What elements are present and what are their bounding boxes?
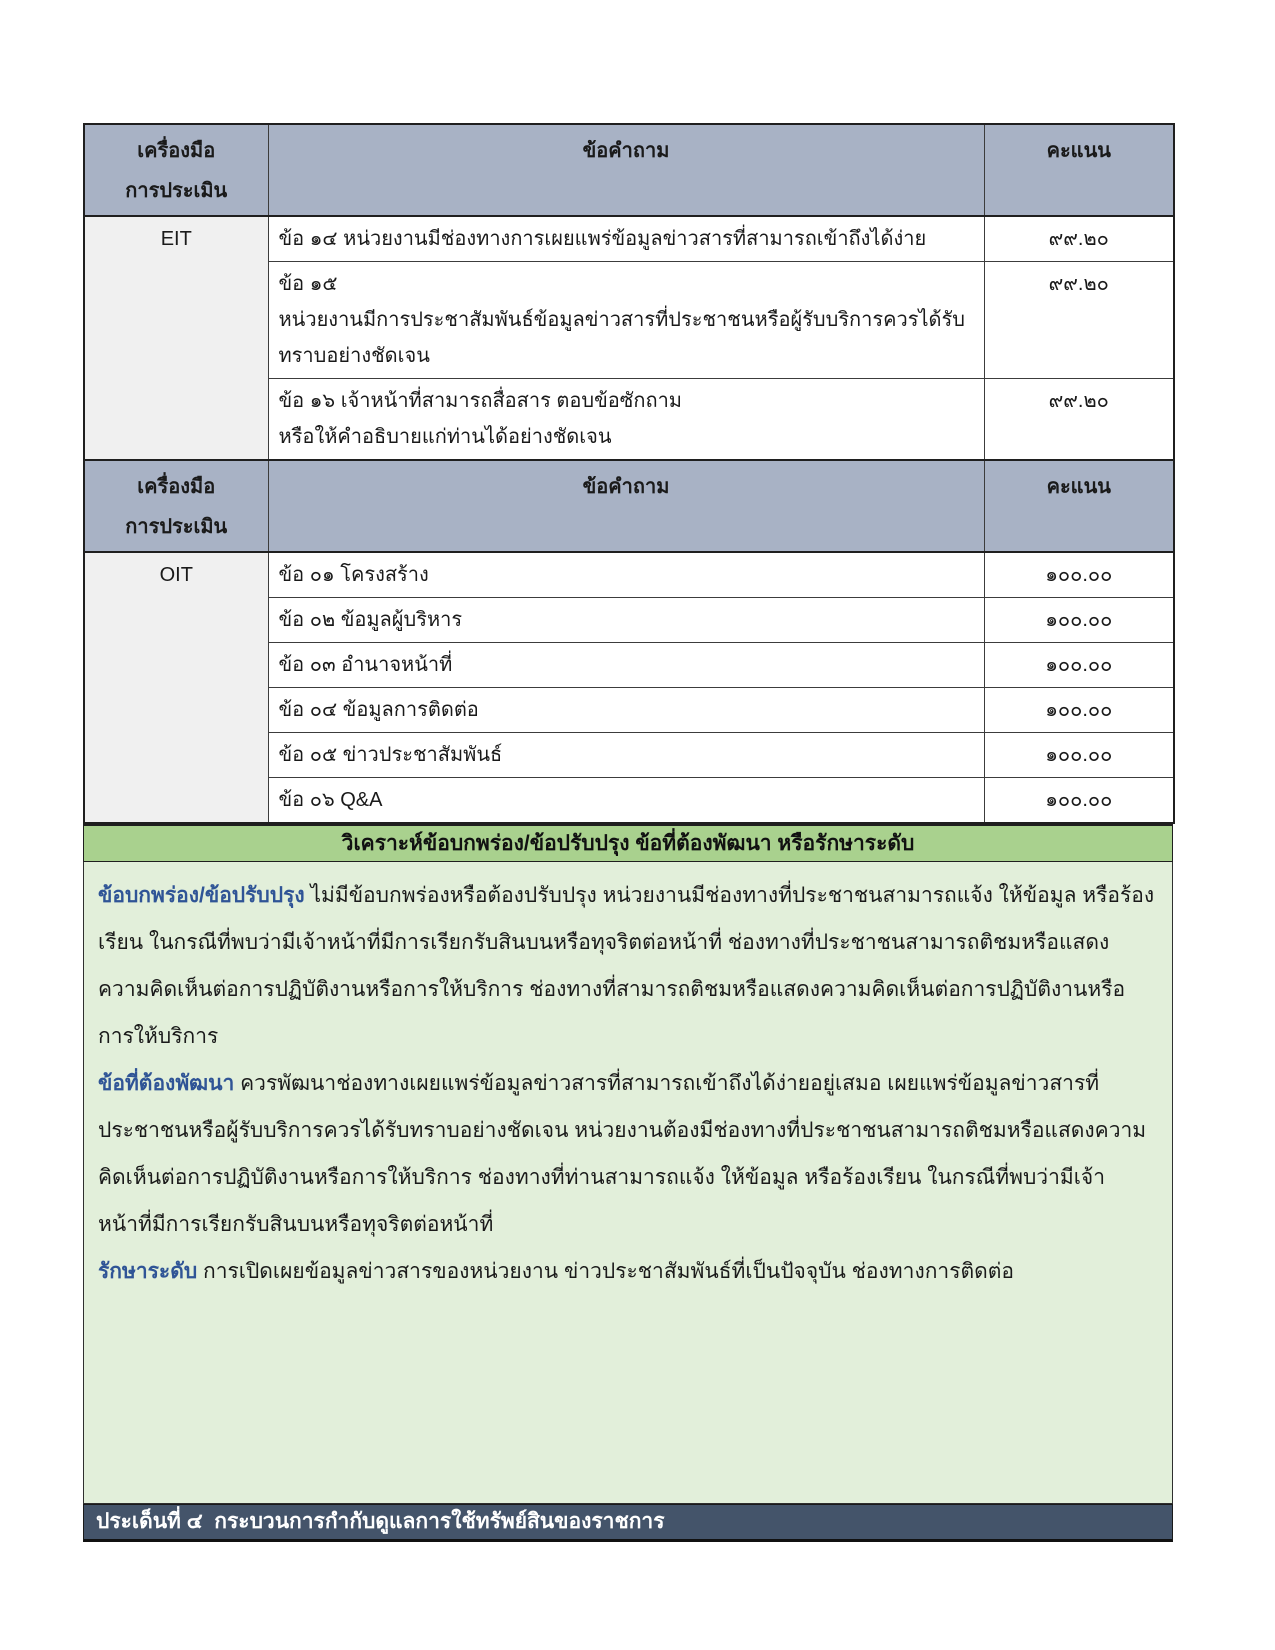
score-cell: ๑๐๐.๐๐ xyxy=(984,688,1174,733)
question-cell xyxy=(268,216,984,262)
score-cell: ๑๐๐.๐๐ xyxy=(984,598,1174,643)
question-text: หรือให้คำอธิบายแก่ท่านได้อย่างชัดเจน xyxy=(278,426,612,448)
develop-label: ข้อที่ต้องพัฒนา xyxy=(98,1072,235,1095)
table-row xyxy=(84,552,1174,598)
question-cell xyxy=(268,688,984,733)
question-text: ข้อ ๐๑ โครงสร้าง xyxy=(278,564,429,586)
question-text: ข้อ ๐๒ ข้อมูลผู้บริหาร xyxy=(278,609,463,631)
table-header-row-eit xyxy=(84,124,1174,216)
header-tool-column xyxy=(84,460,268,552)
maintain-text: การเปิดเผยข้อมูลข่าวสารของหน่วยงาน ข่าวประชาสัมพันธ์ที่เป็นปัจจุบัน ช่องทางการติดต่อ xyxy=(197,1260,1015,1283)
score-cell: ๑๐๐.๐๐ xyxy=(984,643,1174,688)
score-cell: ๙๙.๒๐ xyxy=(984,262,1174,379)
analysis-paragraph-maintain xyxy=(98,1248,1158,1295)
header-score-column: คะแนน xyxy=(984,124,1174,216)
analysis-paragraph-defects xyxy=(98,872,1158,1060)
defects-label: ข้อบกพร่อง/ข้อปรับปรุง xyxy=(98,884,305,907)
section-footer-bar: ประเด็นที่ ๔ กระบวนการกำกับดูแลการใช้ทรัพย์สินของราชการ xyxy=(83,1504,1173,1542)
header-tool-line1: เครื่องมือ xyxy=(137,140,216,162)
maintain-label: รักษาระดับ xyxy=(98,1260,198,1283)
question-text: หน่วยงานมีการประชาสัมพันธ์ข้อมูลข่าวสารที่ประชาชนหรือผู้รับบริการควรได้รับทราบอย่างชัดเจน xyxy=(278,309,965,367)
analysis-section-title: วิเคราะห์ข้อบกพร่อง/ข้อปรับปรุง ข้อที่ต้องพัฒนา หรือรักษาระดับ xyxy=(83,824,1173,862)
question-text: ข้อ ๐๔ ข้อมูลการติดต่อ xyxy=(278,699,479,721)
header-tool-column xyxy=(84,124,268,216)
score-cell: ๙๙.๒๐ xyxy=(984,379,1174,461)
question-text: ข้อ ๑๖ เจ้าหน้าที่สามารถสื่อสาร ตอบข้อซักถาม xyxy=(278,390,682,412)
assessment-score-table xyxy=(83,123,1175,824)
header-question-column: ข้อคำถาม xyxy=(268,460,984,552)
document-page xyxy=(83,123,1173,1542)
question-cell xyxy=(268,552,984,598)
question-cell xyxy=(268,778,984,824)
header-tool-line2: การประเมิน xyxy=(125,180,228,202)
analysis-section-body xyxy=(83,862,1173,1504)
score-cell: ๙๙.๒๐ xyxy=(984,216,1174,262)
score-cell: ๑๐๐.๐๐ xyxy=(984,733,1174,778)
question-text: ข้อ ๑๔ หน่วยงานมีช่องทางการเผยแพร่ข้อมูลข่าวสารที่สามารถเข้าถึงได้ง่าย xyxy=(278,228,927,250)
score-cell: ๑๐๐.๐๐ xyxy=(984,552,1174,598)
tool-label-oit: OIT xyxy=(84,552,268,823)
question-text: ข้อ ๑๕ xyxy=(278,273,338,295)
develop-text: ควรพัฒนาช่องทางเผยแพร่ข้อมูลข่าวสารที่สามารถเข้าถึงได้ง่ายอยู่เสมอ เผยแพร่ข้อมูลข่าวสารที่ประชาชนหรือผู้รับบริการควรได้รับทราบอย่างชัดเจน หน่วยงานต้องมีช่องทางที่ประชาชนสามารถติชมหรือแสดงความคิดเห็นต่อการปฏิบัติงานหรือการให้บริการ ช่องทางที่ท่านสามารถแจ้ง ให้ข้อมูล หรือร้องเรียน ในกรณีที่พบว่ามีเจ้าหน้าที่มีการเรียกรับสินบนหรือทุจริตต่อหน้าที่ xyxy=(98,1072,1147,1236)
table-header-row-oit xyxy=(84,460,1174,552)
score-cell: ๑๐๐.๐๐ xyxy=(984,778,1174,824)
question-text: ข้อ ๐๖ Q&A xyxy=(278,789,383,811)
table-row xyxy=(84,216,1174,262)
question-cell xyxy=(268,643,984,688)
header-score-column: คะแนน xyxy=(984,460,1174,552)
header-tool-line2: การประเมิน xyxy=(125,516,228,538)
question-cell xyxy=(268,733,984,778)
defects-text: ไม่มีข้อบกพร่องหรือต้องปรับปรุง หน่วยงานมีช่องทางที่ประชาชนสามารถแจ้ง ให้ข้อมูล หรือร้องเรียน ในกรณีที่พบว่ามีเจ้าหน้าที่มีการเรียกรับสินบนหรือทุจริตต่อหน้าที่ ช่องทางที่ประชาชนสามารถติชมหรือแสดงความคิดเห็นต่อการปฏิบัติงานหรือการให้บริการ ช่องทางที่สามารถติชมหรือแสดงความคิดเห็นต่อการปฏิบัติงานหรือการให้บริการ xyxy=(98,884,1155,1048)
question-text: ข้อ ๐๓ อำนาจหน้าที่ xyxy=(278,654,453,676)
analysis-paragraph-develop xyxy=(98,1060,1158,1248)
header-tool-line1: เครื่องมือ xyxy=(137,476,216,498)
question-cell xyxy=(268,262,984,379)
question-cell xyxy=(268,598,984,643)
header-question-column: ข้อคำถาม xyxy=(268,124,984,216)
tool-label-eit: EIT xyxy=(84,216,268,460)
question-text: ข้อ ๐๕ ข่าวประชาสัมพันธ์ xyxy=(278,744,503,766)
question-cell xyxy=(268,379,984,461)
